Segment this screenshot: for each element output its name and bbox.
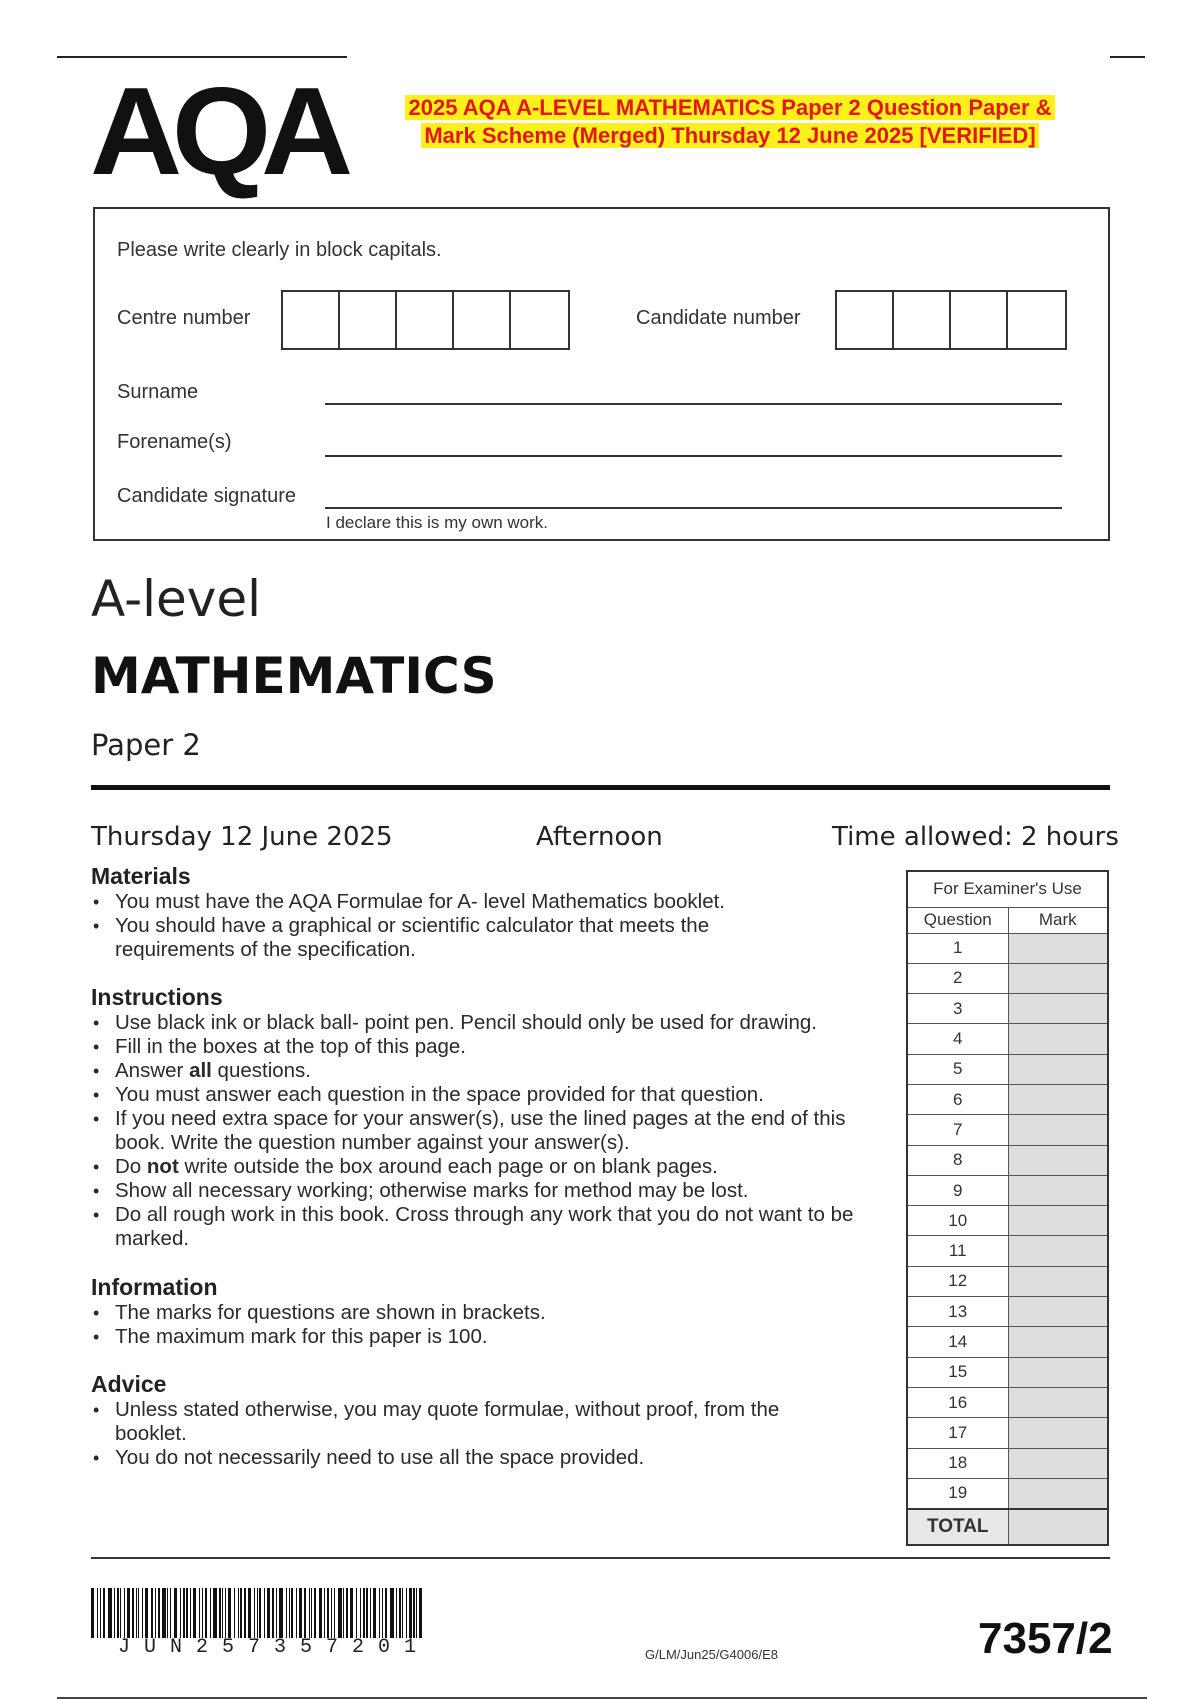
mark-cell[interactable] xyxy=(1008,1236,1108,1266)
barcode-bar xyxy=(210,1588,211,1638)
question-number-cell: 15 xyxy=(907,1357,1008,1387)
barcode-bar xyxy=(360,1588,361,1638)
centre-digit-box[interactable] xyxy=(454,292,511,348)
barcode-bar xyxy=(91,1588,94,1638)
barcode-bar xyxy=(296,1588,297,1638)
barcode-bar xyxy=(193,1588,196,1638)
barcode-bar xyxy=(167,1588,168,1638)
question-number-cell: 12 xyxy=(907,1266,1008,1296)
candidate-number-label: Candidate number xyxy=(636,307,801,329)
barcode-bar xyxy=(103,1588,105,1638)
mark-cell[interactable] xyxy=(1008,1327,1108,1357)
barcode-bar xyxy=(151,1588,153,1638)
instruction-item: • If you need extra space for your answer(s), use the lined pages at the end of this book. Write the question number against your answer(s). xyxy=(91,1107,881,1155)
mark-cell[interactable] xyxy=(1008,1266,1108,1296)
barcode-bar xyxy=(114,1588,115,1638)
barcode-bar xyxy=(108,1588,112,1638)
instruction-item: • Fill in the boxes at the top of this page. xyxy=(91,1035,891,1059)
footer-divider xyxy=(91,1557,1110,1559)
barcode-bar xyxy=(350,1588,353,1638)
block-capitals-instruction: Please write clearly in block capitals. xyxy=(117,239,442,261)
examiner-table-row xyxy=(907,994,1108,1024)
mark-cell[interactable] xyxy=(1008,963,1108,993)
candidate-number-boxes[interactable] xyxy=(835,290,1067,350)
barcode-bar xyxy=(158,1588,160,1638)
question-number-cell: 3 xyxy=(907,994,1008,1024)
centre-digit-box[interactable] xyxy=(283,292,340,348)
examiner-table-row xyxy=(907,1357,1108,1387)
barcode-bar xyxy=(346,1588,348,1638)
barcode-bar xyxy=(136,1588,137,1638)
question-number-cell: 4 xyxy=(907,1024,1008,1054)
paper-code: 7357/2 xyxy=(978,1614,1113,1663)
barcode-bar xyxy=(416,1588,417,1638)
candidate-digit-box[interactable] xyxy=(951,292,1008,348)
barcode-bar xyxy=(145,1588,148,1638)
materials-item: • You should have a graphical or scientific calculator that meets the requirements of the specification. xyxy=(91,914,791,962)
mark-column-header: Mark xyxy=(1008,907,1108,933)
declaration-text: I declare this is my own work. xyxy=(326,513,549,532)
examiner-table-row xyxy=(907,1478,1108,1508)
signature-field[interactable] xyxy=(325,507,1062,509)
candidate-digit-box[interactable] xyxy=(894,292,951,348)
barcode-bar xyxy=(219,1588,221,1638)
centre-number-label: Centre number xyxy=(117,307,251,329)
barcode-bar xyxy=(222,1588,223,1638)
time-allowed: Time allowed: 2 hours xyxy=(832,822,1119,852)
centre-digit-box[interactable] xyxy=(397,292,454,348)
qualification-title: A-level xyxy=(91,570,262,628)
materials-item: • You must have the AQA Formulae for A- level Mathematics booklet. xyxy=(91,890,891,914)
mark-cell[interactable] xyxy=(1008,1115,1108,1145)
barcode-bar xyxy=(142,1588,143,1638)
banner-line-1: 2025 AQA A-LEVEL MATHEMATICS Paper 2 Question Paper & xyxy=(405,95,1054,120)
barcode-bar xyxy=(356,1588,357,1638)
instruction-item: • You must answer each question in the space provided for that question. xyxy=(91,1083,891,1107)
title-divider xyxy=(91,785,1110,790)
barcode-bar xyxy=(276,1588,277,1638)
barcode-bar xyxy=(257,1588,258,1638)
candidate-digit-box[interactable] xyxy=(1008,292,1065,348)
examiner-table-row xyxy=(907,1175,1108,1205)
barcode-bar xyxy=(244,1588,246,1638)
barcode-bar xyxy=(334,1588,335,1638)
examiner-table-row xyxy=(907,1327,1108,1357)
barcode-bar xyxy=(382,1588,383,1638)
barcode-bar xyxy=(289,1588,290,1638)
barcode-bar xyxy=(272,1588,274,1638)
barcode-bar xyxy=(331,1588,332,1638)
question-number-cell: 1 xyxy=(907,933,1008,963)
question-number-cell: 17 xyxy=(907,1418,1008,1448)
mark-cell[interactable] xyxy=(1008,1175,1108,1205)
examiner-table-row xyxy=(907,963,1108,993)
advice-item: • Unless stated otherwise, you may quote formulae, without proof, from the booklet. xyxy=(91,1398,791,1446)
barcode xyxy=(91,1588,474,1638)
barcode-bar xyxy=(190,1588,191,1638)
barcode-bar xyxy=(343,1588,344,1638)
barcode-bar xyxy=(162,1588,166,1638)
mark-cell[interactable] xyxy=(1008,1054,1108,1084)
question-number-cell: 6 xyxy=(907,1084,1008,1114)
barcode-bar xyxy=(373,1588,376,1638)
barcode-bar xyxy=(238,1588,239,1638)
forename-label: Forename(s) xyxy=(117,431,232,453)
top-rule xyxy=(57,56,347,58)
barcode-bar xyxy=(138,1588,139,1638)
barcode-bar xyxy=(234,1588,235,1638)
examiner-table-row xyxy=(907,1145,1108,1175)
barcode-bar xyxy=(205,1588,207,1638)
candidate-details-box xyxy=(93,207,1110,541)
barcode-bar xyxy=(254,1588,255,1638)
examiner-table-row xyxy=(907,1266,1108,1296)
examiner-table-row xyxy=(907,1387,1108,1417)
barcode-bar xyxy=(370,1588,371,1638)
examiner-table-rows xyxy=(907,933,1108,1509)
instruction-item: • Use black ink or black ball- point pen. Pencil should only be used for drawing. xyxy=(91,1011,891,1035)
barcode-bar xyxy=(267,1588,270,1638)
barcode-bar xyxy=(338,1588,342,1638)
surname-label: Surname xyxy=(117,381,199,403)
exam-session: Afternoon xyxy=(536,822,663,852)
candidate-digit-box[interactable] xyxy=(837,292,894,348)
forename-field[interactable] xyxy=(325,455,1062,457)
question-number-cell: 9 xyxy=(907,1175,1008,1205)
advice-item: • You do not necessarily need to use all the space provided. xyxy=(91,1446,891,1470)
mark-cell[interactable] xyxy=(1008,1206,1108,1236)
barcode-bar xyxy=(213,1588,217,1638)
centre-digit-box[interactable] xyxy=(511,292,568,348)
barcode-bar xyxy=(100,1588,101,1638)
barcode-bar xyxy=(186,1588,188,1638)
barcode-bar xyxy=(379,1588,380,1638)
information-section xyxy=(91,1273,891,1349)
paper-title: Paper 2 xyxy=(91,728,201,762)
page-bottom-rule xyxy=(57,1697,1147,1699)
information-item: • The marks for questions are shown in brackets. xyxy=(91,1301,891,1325)
barcode-bar xyxy=(240,1588,242,1638)
mark-cell[interactable] xyxy=(1008,1357,1108,1387)
question-number-cell: 14 xyxy=(907,1327,1008,1357)
barcode-bar xyxy=(286,1588,287,1638)
question-number-cell: 10 xyxy=(907,1206,1008,1236)
question-number-cell: 18 xyxy=(907,1448,1008,1478)
barcode-bar xyxy=(406,1588,407,1638)
barcode-bar xyxy=(117,1588,119,1638)
information-heading: Information xyxy=(91,1274,218,1300)
mark-cell[interactable] xyxy=(1008,1145,1108,1175)
surname-field[interactable] xyxy=(325,403,1062,405)
barcode-bar xyxy=(279,1588,283,1638)
question-number-cell: 8 xyxy=(907,1145,1008,1175)
top-rule-right xyxy=(1110,56,1145,58)
barcode-bar xyxy=(366,1588,368,1638)
examiner-table-row xyxy=(907,1054,1108,1084)
instruction-item: • Do all rough work in this book. Cross through any work that you do not want to be marked. xyxy=(91,1203,881,1251)
barcode-text: JUN257357201 xyxy=(118,1636,431,1659)
barcode-bar xyxy=(183,1588,185,1638)
advice-heading: Advice xyxy=(91,1371,167,1397)
barcode-bar xyxy=(180,1588,181,1638)
barcode-bar xyxy=(299,1588,302,1638)
barcode-bar xyxy=(324,1588,325,1638)
instruction-item: • Do not write outside the box around each page or on blank pages. xyxy=(91,1155,891,1179)
examiner-use-table xyxy=(906,870,1109,1546)
barcode-bar xyxy=(309,1588,310,1638)
question-column-header: Question xyxy=(907,907,1008,933)
barcode-bar xyxy=(390,1588,394,1638)
centre-digit-box[interactable] xyxy=(340,292,397,348)
aqa-logo: AQA xyxy=(90,63,343,201)
examiner-table-row xyxy=(907,1206,1108,1236)
title-banner xyxy=(340,94,1120,150)
examiner-table-row xyxy=(907,1418,1108,1448)
instruction-item: • Answer all questions. xyxy=(91,1059,891,1083)
mark-cell[interactable] xyxy=(1008,1448,1108,1478)
instructions-section xyxy=(91,983,891,1251)
examiner-table-row xyxy=(907,1115,1108,1145)
question-number-cell: 16 xyxy=(907,1387,1008,1417)
barcode-bar xyxy=(311,1588,312,1638)
mark-cell[interactable] xyxy=(1008,1084,1108,1114)
barcode-bar xyxy=(314,1588,316,1638)
mark-cell[interactable] xyxy=(1008,1418,1108,1448)
total-mark-cell[interactable] xyxy=(1008,1509,1108,1545)
mark-cell[interactable] xyxy=(1008,994,1108,1024)
subject-title: MATHEMATICS xyxy=(91,647,497,705)
materials-heading: Materials xyxy=(91,863,191,889)
barcode-bar xyxy=(155,1588,156,1638)
barcode-bar xyxy=(202,1588,203,1638)
question-number-cell: 5 xyxy=(907,1054,1008,1084)
mark-cell[interactable] xyxy=(1008,1024,1108,1054)
barcode-bar xyxy=(228,1588,231,1638)
barcode-bar xyxy=(419,1588,422,1638)
barcode-bar xyxy=(259,1588,261,1638)
barcode-bar xyxy=(127,1588,130,1638)
barcode-bar xyxy=(399,1588,401,1638)
question-number-cell: 19 xyxy=(907,1478,1008,1508)
barcode-bar xyxy=(304,1588,306,1638)
question-number-cell: 13 xyxy=(907,1297,1008,1327)
barcode-bar xyxy=(124,1588,125,1638)
barcode-bar xyxy=(319,1588,322,1638)
examiner-table-row xyxy=(907,1448,1108,1478)
centre-number-boxes[interactable] xyxy=(281,290,570,350)
instructions-heading: Instructions xyxy=(91,984,223,1010)
mark-cell[interactable] xyxy=(1008,1478,1108,1508)
barcode-bar xyxy=(409,1588,412,1638)
barcode-bar xyxy=(170,1588,171,1638)
exam-date: Thursday 12 June 2025 xyxy=(91,822,393,852)
barcode-bar xyxy=(413,1588,415,1638)
barcode-bar xyxy=(291,1588,293,1638)
barcode-bar xyxy=(396,1588,397,1638)
barcode-bar xyxy=(174,1588,177,1638)
examiner-table-row xyxy=(907,1297,1108,1327)
barcode-bar xyxy=(120,1588,121,1638)
barcode-bar xyxy=(97,1588,98,1638)
examiner-table-row xyxy=(907,1024,1108,1054)
examiner-table-row xyxy=(907,933,1108,963)
question-number-cell: 7 xyxy=(907,1115,1008,1145)
barcode-bar xyxy=(248,1588,251,1638)
mark-cell[interactable] xyxy=(1008,933,1108,963)
total-label: TOTAL xyxy=(907,1509,1008,1545)
barcode-bar xyxy=(264,1588,265,1638)
reference-code: G/LM/Jun25/G4006/E8 xyxy=(645,1647,778,1662)
mark-cell[interactable] xyxy=(1008,1387,1108,1417)
barcode-bar xyxy=(385,1588,387,1638)
examiner-table-row xyxy=(907,1084,1108,1114)
question-number-cell: 11 xyxy=(907,1236,1008,1266)
barcode-bar xyxy=(363,1588,365,1638)
examiner-table-row xyxy=(907,1236,1108,1266)
materials-section xyxy=(91,862,891,962)
signature-label: Candidate signature xyxy=(117,485,297,507)
instruction-item: • Show all necessary working; otherwise marks for method may be lost. xyxy=(91,1179,891,1203)
barcode-bar xyxy=(327,1588,329,1638)
barcode-bar xyxy=(225,1588,226,1638)
advice-section xyxy=(91,1370,891,1470)
barcode-bar xyxy=(132,1588,134,1638)
banner-line-2: Mark Scheme (Merged) Thursday 12 June 2025 [VERIFIED] xyxy=(421,123,1038,148)
barcode-bar xyxy=(402,1588,403,1638)
mark-cell[interactable] xyxy=(1008,1297,1108,1327)
information-item: • The maximum mark for this paper is 100. xyxy=(91,1325,891,1349)
examiner-table-heading: For Examiner's Use xyxy=(907,871,1108,907)
question-number-cell: 2 xyxy=(907,963,1008,993)
barcode-bar xyxy=(199,1588,200,1638)
